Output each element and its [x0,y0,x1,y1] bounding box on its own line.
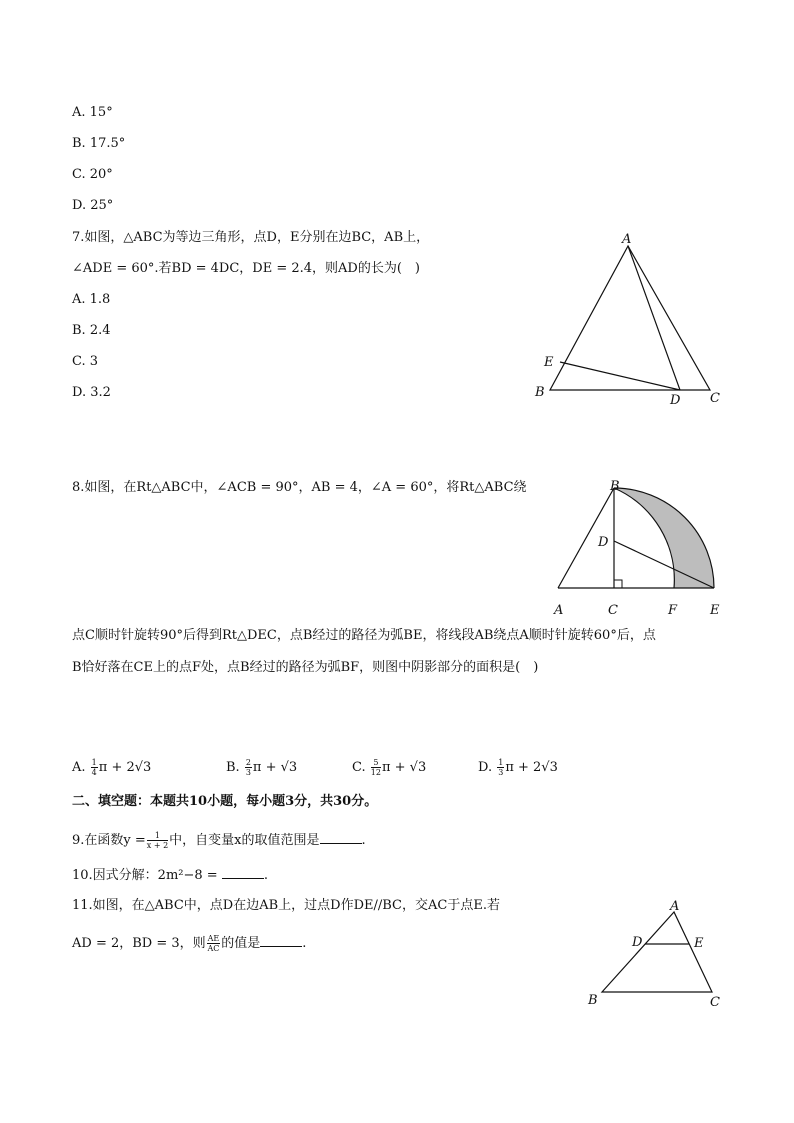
q11-label-b: B [588,993,598,1008]
q8-option-a-fraction: $\frac{1}{4}$ [91,758,97,777]
q11-label-a: A [670,899,680,914]
q8-option-d: D. $\frac{1}{3}$ π + 2√3 [478,758,558,777]
q8-stem-3: B恰好落在CE上的点F处，点B经过的路径为弧BF，则图中阴影部分的面积是( ) [72,660,539,675]
q7-label-c: C [710,391,720,406]
q7-option-d: D. 3.2 [72,385,111,400]
q7-label-d: D [670,393,681,408]
q8-option-d-fraction: $\frac{1}{3}$ [498,758,504,777]
q7-stem-2: ∠ADE = 60°.若BD = 4DC，DE = 2.4，则AD的长为( ) [72,261,420,276]
q8-stem-2: 点C顺时针旋转90°后得到Rt△DEC，点B经过的路径为弧BE，将线段AB绕点A顺时针旋转60°后，点 [72,628,656,643]
q6-option-c: C. 20° [72,167,113,182]
q8-label-c: C [608,603,618,618]
section-2-heading: 二、填空题：本题共10小题，每小题3分，共30分。 [72,794,378,809]
q11-fraction: $\frac{AE}{AC}$ [207,934,220,953]
q8-figure [548,476,728,621]
q9-fraction: $\frac{1}{x + 2}$ [146,831,169,850]
q7-label-e: E [544,355,554,370]
q8-label-f: F [668,603,678,618]
q11-figure [586,898,736,1013]
q7-label-b: B [535,385,545,400]
q6-option-d: D. 25° [72,198,114,213]
q7-figure [530,228,730,408]
q11-stem-2: AD = 2，BD = 3，则 $\frac{AE}{AC}$ 的值是 . [72,934,307,953]
q7-option-a: A. 1.8 [72,292,111,307]
q8-stem-1: 8.如图，在Rt△ABC中，∠ACB = 90°，AB = 4，∠A = 60°，将Rt△ABC绕 [72,480,527,495]
q9-answer-blank[interactable] [320,831,362,844]
q11-stem-1: 11.如图，在△ABC中，点D在边AB上，过点D作DE//BC，交AC于点E.若 [72,898,500,913]
q7-option-c: C. 3 [72,354,99,369]
q6-option-a: A. 15° [72,105,113,120]
q8-option-b: B. $\frac{2}{3}$ π + √3 [226,758,298,777]
q8-label-a: A [554,603,564,618]
q8-option-c: C. $\frac{5}{12}$ π + √3 [352,758,427,777]
q8-option-a: A. $\frac{1}{4}$ π + 2√3 [72,758,152,777]
q8-shaded-region [614,488,714,588]
q8-option-b-fraction: $\frac{2}{3}$ [245,758,251,777]
q8-label-e: E [710,603,720,618]
q7-option-b: B. 2.4 [72,323,111,338]
q7-stem-1: 7.如图，△ABC为等边三角形，点D，E分别在边BC，AB上， [72,230,430,245]
q11-label-c: C [710,995,720,1010]
q7-label-a: A [622,232,632,247]
q6-option-b: B. 17.5° [72,136,126,151]
q8-label-d: D [598,535,609,550]
q8-label-b: B [610,479,620,494]
q11-label-e: E [694,936,704,951]
q11-label-d: D [632,935,643,950]
q10-stem: 10.因式分解：2m²−8 = . [72,868,268,883]
q10-answer-blank[interactable] [222,866,264,879]
q11-answer-blank[interactable] [260,934,302,947]
q8-option-c-fraction: $\frac{5}{12}$ [370,758,381,777]
q9-stem: 9.在函数y = $\frac{1}{x + 2}$ 中，自变量x的取值范围是 . [72,831,366,850]
